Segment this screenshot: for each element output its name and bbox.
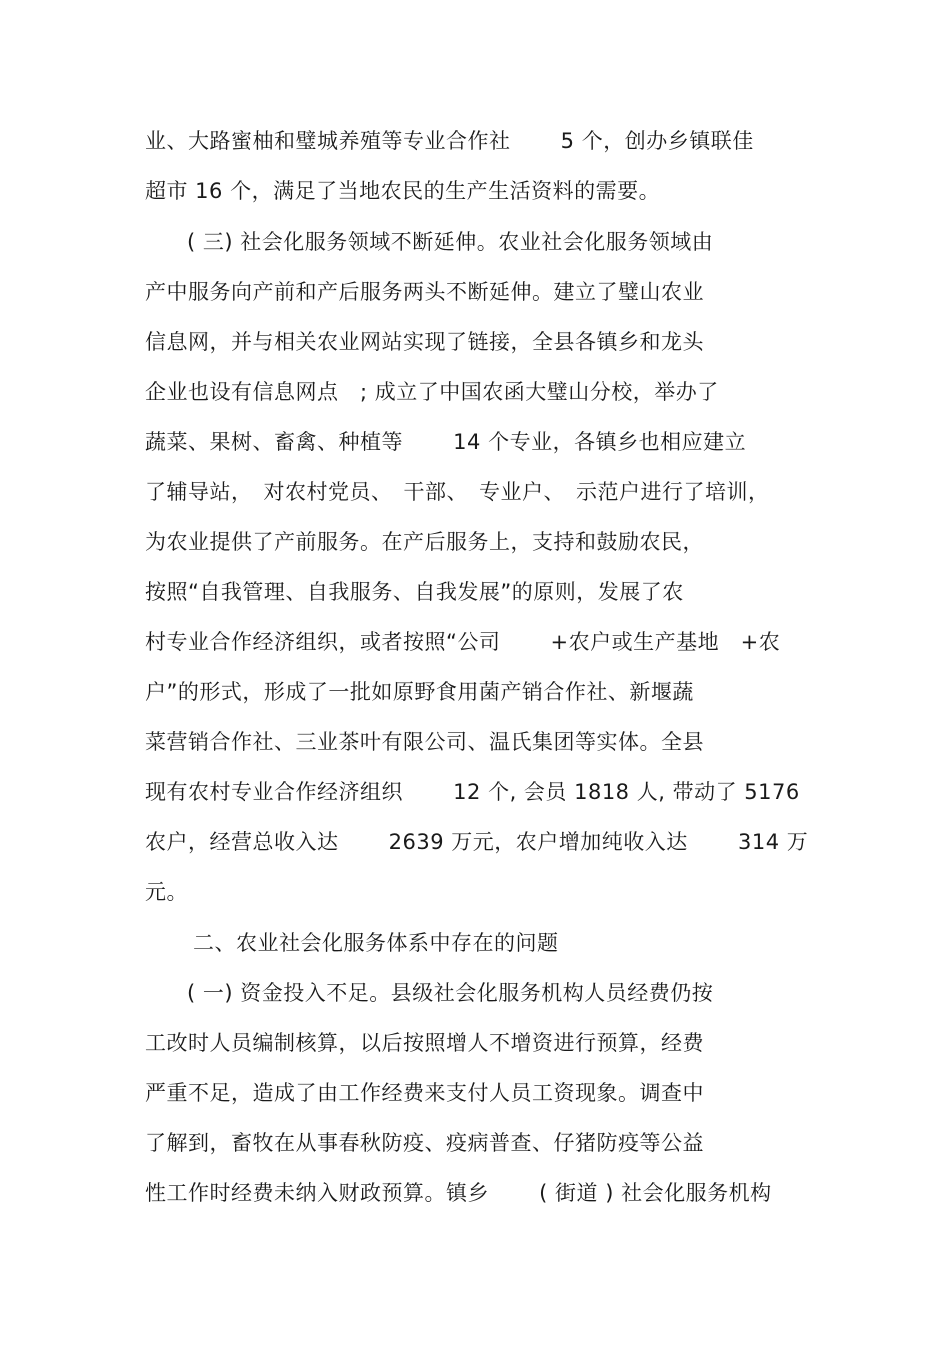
- text-line-19: 工改时人员编制核算，以后按照增人不增资进行预算，经费: [145, 1031, 704, 1055]
- text-line-1: 业、大路蜜柚和璧城养殖等专业合作社 5 个，创办乡镇联佳: [145, 129, 754, 153]
- text-line-22: 性工作时经费未纳入财政预算。镇乡 ( 街道 ) 社会化服务机构: [145, 1181, 772, 1205]
- text-line-21: 了解到，畜牧在从事春秋防疫、疫病普查、仔猪防疫等公益: [145, 1131, 704, 1155]
- section-heading: 二、农业社会化服务体系中存在的问题: [193, 931, 559, 955]
- text-line-20: 严重不足，造成了由工作经费来支付人员工资现象。调查中: [145, 1081, 704, 1105]
- text-line-15: 农户，经营总收入达 2639 万元，农户增加纯收入达 314 万: [145, 830, 809, 854]
- text-line-4: 产中服务向产前和产后服务两头不断延伸。建立了璧山农业: [145, 280, 704, 304]
- text-line-11: 村专业合作经济组织，或者按照“公司 +农户或生产基地 +农: [145, 630, 781, 654]
- text-line-8: 了辅导站， 对农村党员、 干部、 专业户、 示范户进行了培训，: [145, 480, 770, 504]
- text-line-10: 按照“自我管理、自我服务、自我发展”的原则，发展了农: [145, 580, 684, 604]
- text-line-5: 信息网，并与相关农业网站实现了链接，全县各镇乡和龙头: [145, 330, 704, 354]
- text-line-7: 蔬菜、果树、畜禽、种植等 14 个专业，各镇乡也相应建立: [145, 430, 747, 454]
- text-line-9: 为农业提供了产前服务。在产后服务上，支持和鼓励农民，: [145, 530, 704, 554]
- text-line-3: ( 三) 社会化服务领域不断延伸。农业社会化服务领域由: [187, 230, 714, 254]
- text-line-13: 菜营销合作社、三业茶叶有限公司、温氏集团等实体。全县: [145, 730, 704, 754]
- text-line-14: 现有农村专业合作经济组织 12 个, 会员 1818 人, 带动了 5176: [145, 780, 800, 804]
- text-line-18: ( 一) 资金投入不足。县级社会化服务机构人员经费仍按: [187, 981, 714, 1005]
- text-line-12: 户”的形式，形成了一批如原野食用菌产销合作社、新堰蔬: [145, 680, 694, 704]
- text-line-6: 企业也设有信息网点 ; 成立了中国农函大璧山分校，举办了: [145, 380, 719, 404]
- text-line-2: 超市 16 个，满足了当地农民的生产生活资料的需要。: [145, 179, 661, 203]
- text-line-16: 元。: [145, 880, 188, 904]
